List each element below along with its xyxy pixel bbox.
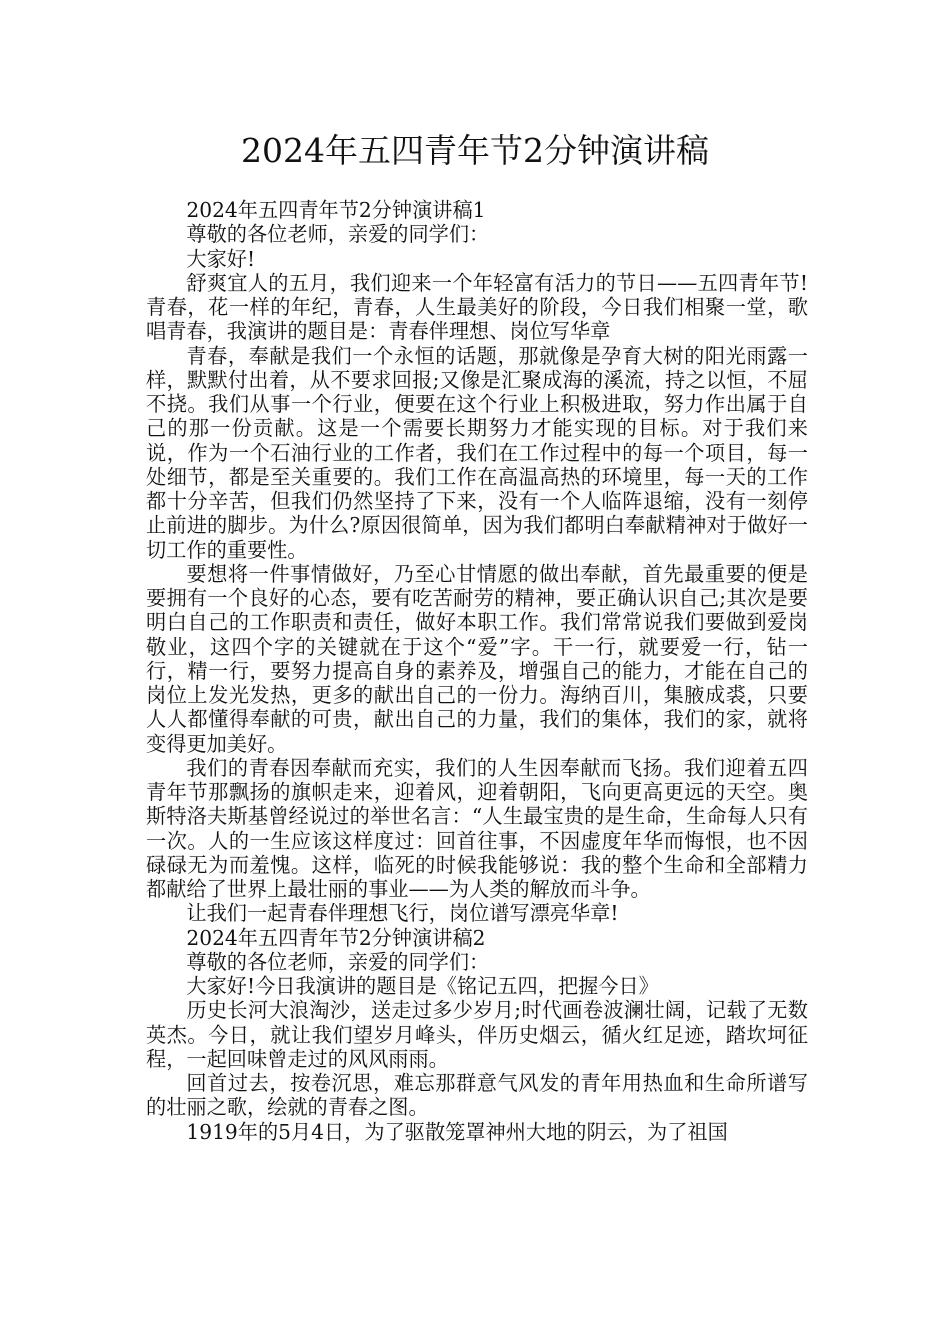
paragraph: 我们的青春因奉献而充实，我们的人生因奉献而飞扬。我们迎着五四青年节那飘扬的旗帜走来，迎着风，迎着朝阳，飞向更高更远的天空。奥斯特洛夫斯基曾经说过的举世名言：“人生最宝贵的是生命，生命每人只有一次。人的一生应该这样度过：回首往事，不因虚度年华而悔恨，也不因碌碌无为而羞愧。这样，临死的时候我能够说：我的整个生命和全部精力都献给了世界上最壮丽的事业——为人类的解放而斗争。 <box>146 755 808 901</box>
paragraph: 历史长河大浪淘沙，送走过多少岁月;时代画卷波澜壮阔，记载了无数英杰。今日，就让我们望岁月峰头，伴历史烟云，循火红足迹，踏坎坷征程，一起回味曾走过的风风雨雨。 <box>146 998 808 1071</box>
section-heading-1: 2024年五四青年节2分钟演讲稿1 <box>186 198 486 222</box>
paragraph: 青春，奉献是我们一个永恒的话题，那就像是孕育大树的阳光雨露一样，默默付出着，从不要求回报;又像是汇聚成海的溪流，持之以恒，不屈不挠。我们从事一个行业，便要在这个行业上积极进取，努力作出属于自己的那一份贡献。这是一个需要长期努力才能实现的目标。对于我们来说，作为一个石油行业的工作者，我们在工作过程中的每一个项目，每一处细节，都是至关重要的。我们工作在高温高热的环境里，每一天的工作都十分辛苦，但我们仍然坚持了下来，没有一个人临阵退缩，没有一刻停止前进的脚步。为什么?原因很简单，因为我们都明白奉献精神对于做好一切工作的重要性。 <box>146 343 808 562</box>
document-body <box>146 198 808 1144</box>
paragraph: 要想将一件事情做好，乃至心甘情愿的做出奉献，首先最重要的便是要拥有一个良好的心态，要有吃苦耐劳的精神，要正确认识自己;其次是要明白自己的工作职责和责任，做好本职工作。我们常常说我们要做到爱岗敬业，这四个字的关键就在于这个“爱”字。干一行，就要爱一行，钻一行，精一行，要努力提高自身的素养及，增强自己的能力，才能在自己的岗位上发光发热，更多的献出自己的一份力。海纳百川，集腋成裘，只要人人都懂得奉献的可贵，献出自己的力量，我们的集体，我们的家，就将变得更加美好。 <box>146 561 808 756</box>
document-title: 2024年五四青年节2分钟演讲稿 <box>241 131 709 170</box>
paragraph: 让我们一起青春伴理想飞行，岗位谱写漂亮华章! <box>186 901 619 926</box>
paragraph: 舒爽宜人的五月，我们迎来一个年轻富有活力的节日——五四青年节!青春，花一样的年纪，青春，人生最美好的阶段，今日我们相聚一堂，歌唱青春，我演讲的题目是：青春伴理想、岗位写华章 <box>146 270 808 344</box>
salutation: 尊敬的各位老师，亲爱的同学们： <box>186 222 490 247</box>
paragraph: 回首过去，按卷沉思，难忘那群意气风发的青年用热血和生命所谱写的壮丽之歌，绘就的青春之图。 <box>146 1071 808 1120</box>
greeting: 大家好!今日我演讲的题目是《铭记五四，把握今日》 <box>186 974 659 998</box>
salutation: 尊敬的各位老师，亲爱的同学们： <box>186 949 490 974</box>
greeting: 大家好! <box>186 246 256 271</box>
paragraph: 1919年的5月4日，为了驱散笼罩神州大地的阴云，为了祖国 <box>186 1119 728 1144</box>
section-heading-2: 2024年五四青年节2分钟演讲稿2 <box>186 925 486 950</box>
